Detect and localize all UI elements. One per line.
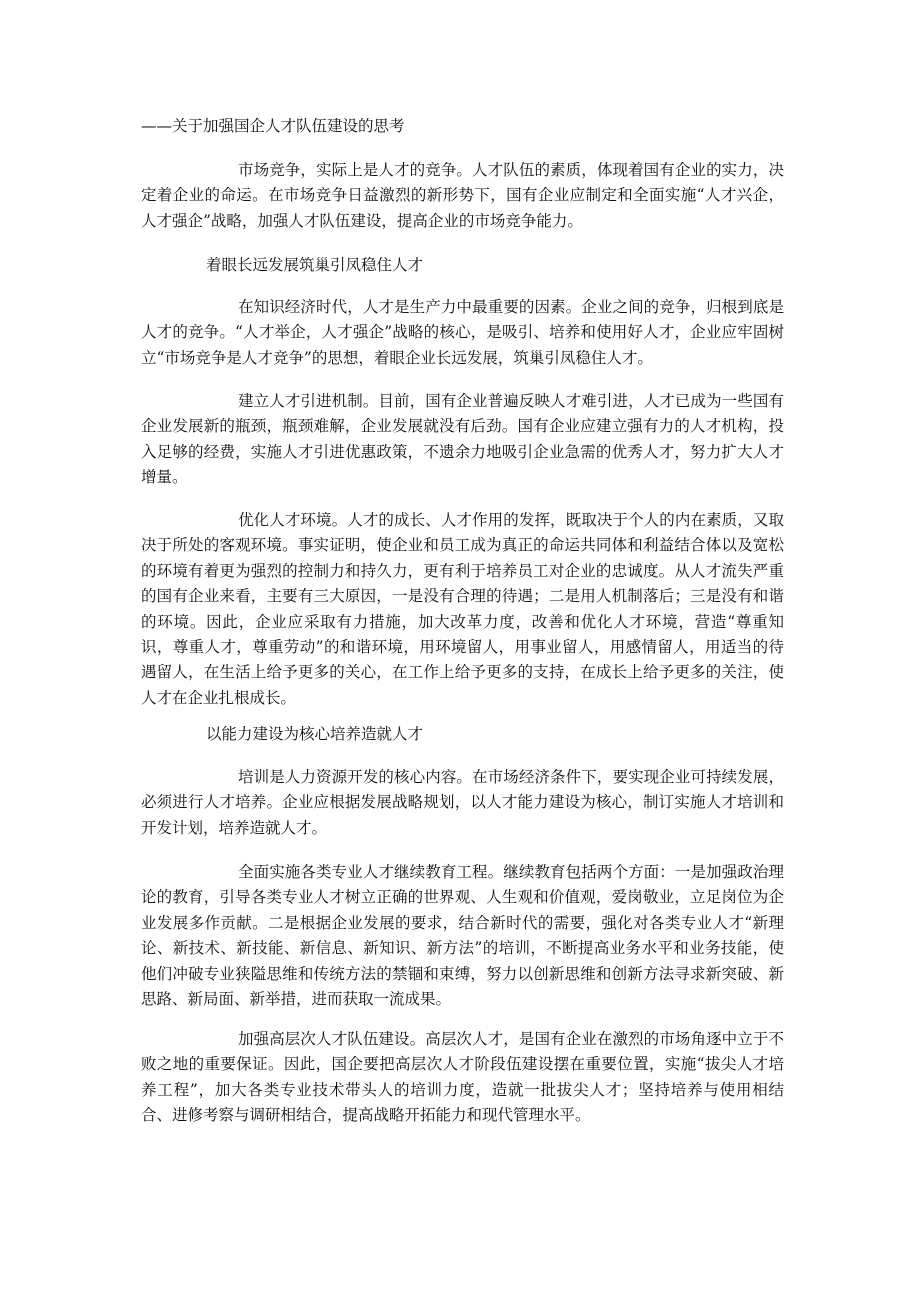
section-heading-2: 以能力建设为核心培养造就人才	[206, 725, 424, 743]
intro-paragraph: 市场竞争，实际上是人才的竞争。人才队伍的素质，体现着国有企业的实力，决定着企业的命运。在市场竞争日益激烈的新形势下，国有企业应制定和全面实施“人才兴企，人才强企”战略，加强人才队伍建设，提高企业的市场竞争能力。	[141, 161, 784, 230]
paragraph: 全面实施各类专业人才继续教育工程。继续教育包括两个方面：一是加强政治理论的教育，引导各类专业人才树立正确的世界观、人生观和价值观，爱岗敬业，立足岗位为企业发展多作贡献。二是根据企业发展的要求，结合新时代的需要，强化对各类专业人才“新理论、新技术、新技能、新信息、新知识、新方法”的培训，不断提高业务水平和业务技能，使他们冲破专业狭隘思维和传统方法的禁锢和束缚，努力以创新思维和创新方法寻求新突破、新思路、新局面、新举措，进而获取一流成果。	[141, 863, 784, 1009]
paragraph: 建立人才引进机制。目前，国有企业普遍反映人才难引进，人才已成为一些国有企业发展新的瓶颈，瓶颈难解，企业发展就没有后劲。国有企业应建立强有力的人才机构，投入足够的经费，实施人才引进优惠政策，不遗余力地吸引企业急需的优秀人才，努力扩大人才增量。	[141, 392, 784, 487]
section-heading-1: 着眼长远发展筑巢引凤稳住人才	[206, 256, 424, 274]
paragraph: 优化人才环境。人才的成长、人才作用的发挥，既取决于个人的内在素质，又取决于所处的客观环境。事实证明，使企业和员工成为真正的命运共同体和利益结合体以及宽松的环境有着更为强烈的控制力和持久力，更有利于培养员工对企业的忠诚度。从人才流失严重的国有企业来看，主要有三大原因，一是没有合理的待遇；二是用人机制落后；三是没有和谐的环境。因此，企业应采取有力措施，加大改革力度，改善和优化人才环境，营造“尊重知识，尊重人才，尊重劳动”的和谐环境，用环境留人，用事业留人，用感情留人，用适当的待遇留人，在生活上给予更多的关心，在工作上给予更多的支持，在成长上给予更多的关注，使人才在企业扎根成长。	[141, 511, 784, 707]
paragraph: 加强高层次人才队伍建设。高层次人才，是国有企业在激烈的市场角逐中立于不败之地的重要保证。因此，国企要把高层次人才阶段伍建设摆在重要位置，实施“拔尖人才培养工程”，加大各类专业技术带头人的培训力度，造就一批拔尖人才；坚持培养与使用相结合、进修考察与调研相结合，提高战略开拓能力和现代管理水平。	[141, 1030, 784, 1125]
document-subtitle: ——关于加强国企人才队伍建设的思考	[141, 117, 405, 135]
paragraph: 在知识经济时代，人才是生产力中最重要的因素。企业之间的竞争，归根到底是人才的竞争。“人才举企，人才强企”战略的核心，是吸引、培养和使用好人才，企业应牢固树立“市场竞争是人才竞争”的思想，着眼企业长远发展，筑巢引凤稳住人才。	[141, 298, 784, 367]
paragraph: 培训是人力资源开发的核心内容。在市场经济条件下，要实现企业可持续发展，必须进行人才培养。企业应根据发展战略规划，以人才能力建设为核心，制订实施人才培训和开发计划，培养造就人才。	[141, 768, 784, 837]
